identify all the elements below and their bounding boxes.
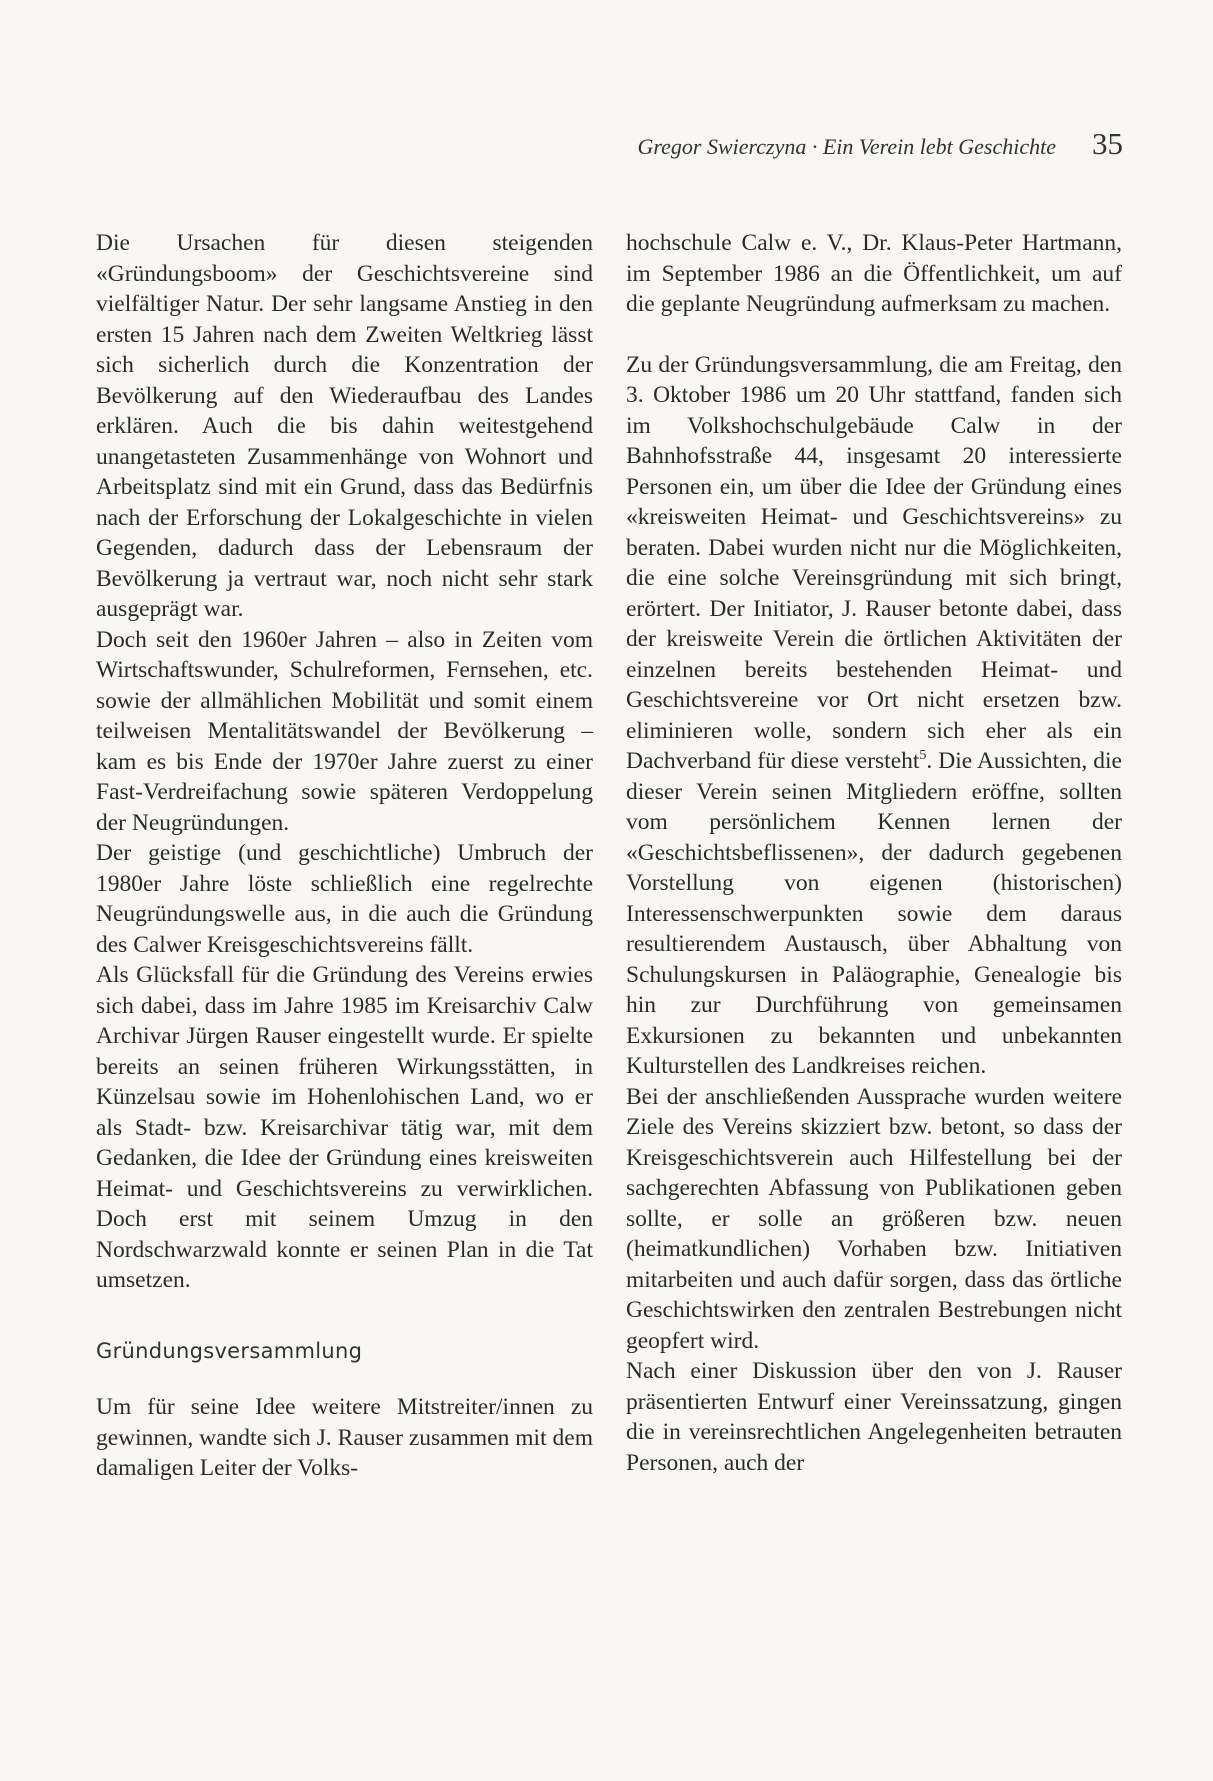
- paragraph: hochschule Calw e. V., Dr. Klaus-Peter Hartmann, im September 1986 an die Öffentlichkeit, um auf die geplante Neugründung aufmerksam zu machen.: [626, 230, 1122, 317]
- right-column: [626, 228, 1122, 1478]
- running-header: [637, 126, 1123, 162]
- paragraph: Die Ursachen für diesen steigenden «Gründungsboom» der Geschichtsvereine sind vielfältiger Natur. Der sehr langsame Anstieg in den ersten 15 Jahren nach dem Zweiten Weltkrieg lässt sich sicherlich durch die Konzentration der Bevölkerung auf den Wiederaufbau des Landes erklären. Auch die bis dahin weitestgehend unangetasteten Zusammenhänge von Wohnort und Arbeitsplatz sind mit ein Grund, dass das Bedürfnis nach der Erforschung der Lokalgeschichte in vielen Gegenden, dadurch dass der Lebensraum der Bevölkerung ja vertraut war, noch nicht sehr stark ausgeprägt war.: [96, 230, 593, 622]
- paragraph: Bei der anschließenden Aussprache wurden weitere Ziele des Vereins skizziert bzw. betont, so dass der Kreisgeschichtsverein auch Hilfestellung bei der sachgerechten Abfassung von Publikationen geben sollte, er solle an größeren bzw. neuen (heimatkundlichen) Vorhaben bzw. Initiativen mitarbeiten und auch dafür sorgen, dass das örtliche Geschichtswirken den zentralen Bestrebungen nicht geopfert wird.: [626, 1083, 1122, 1354]
- footnote-reference: 5: [919, 748, 927, 764]
- paragraph: Als Glücksfall für die Gründung des Vereins erwies sich dabei, dass im Jahre 1985 im Kreisarchiv Calw Archivar Jürgen Rauser eingestellt wurde. Er spielte bereits an seinen früheren Wirkungsstätten, in Künzelsau sowie im Hohenlohischen Land, wo er als Stadt- bzw. Kreisarchivar tätig war, mit dem Gedanken, die Idee der Gründung eines kreisweiten Heimat- und Geschichtsvereins zu verwirklichen. Doch erst mit seinem Umzug in den Nordschwarzwald konnte er seinen Plan in die Tat umsetzen.: [96, 962, 593, 1293]
- paragraph-text: . Die Aussichten, die dieser Verein seinen Mitgliedern eröffne, sollten vom persönlichem Kennen lernen der «Geschichtsbeflissenen», der dadurch gegebenen Vorstellung von eigenen (historischen) Interessenschwerpunkten sowie dem daraus resultierendem Austausch, über Abhaltung von Schulungskursen in Paläographie, Genealogie bis hin zur Durchführung von gemeinsamen Exkursionen zu bekannten und unbekannten Kulturstellen des Landkreises reichen.: [626, 748, 1122, 1079]
- page-number: 35: [1092, 126, 1123, 161]
- header-title: Gregor Swierczyna · Ein Verein lebt Geschichte: [637, 134, 1056, 159]
- paragraph: Um für seine Idee weitere Mitstreiter/innen zu gewinnen, wandte sich J. Rauser zusammen mit dem damaligen Leiter der Volks-: [96, 1394, 593, 1481]
- paragraph: Nach einer Diskussion über den von J. Rauser präsentierten Entwurf einer Vereinssatzung, gingen die in vereinsrechtlichen Angelegenheiten betrauten Personen, auch der: [626, 1358, 1122, 1476]
- paragraph: Der geistige (und geschichtliche) Umbruch der 1980er Jahre löste schließlich eine regelrechte Neugründungswelle aus, in die auch die Gründung des Calwer Kreisgeschichtsvereins fällt.: [96, 840, 593, 958]
- section-heading: Gründungsversammlung: [96, 1338, 363, 1363]
- paragraph-text: Zu der Gründungsversammlung, die am Freitag, den 3. Oktober 1986 um 20 Uhr stattfand, fanden sich im Volkshochschulgebäude Calw in der Bahnhofsstraße 44, insgesamt 20 interessierte Personen ein, um über die Idee der Gründung eines «kreisweiten Heimat- und Geschichtsvereins» zu beraten. Dabei wurden nicht nur die Möglichkeiten, die eine solche Vereinsgründung mit sich bringt, erörtert. Der Initiator, J. Rauser betonte dabei, dass der kreisweite Verein die örtlichen Aktivitäten der einzelnen bereits bestehenden Heimat- und Geschichtsvereine vor Ort nicht ersetzen bzw. eliminieren wolle, sondern sich eher als ein Dachverband für diese versteht: [626, 351, 1122, 774]
- paragraph: Doch seit den 1960er Jahren – also in Zeiten vom Wirtschaftswunder, Schulreformen, Fernsehen, etc. sowie der allmählichen Mobilität und somit einem teilweisen Mentalitätswandel der Bevölkerung – kam es bis Ende der 1970er Jahre zuerst zu einer Fast-Verdreifachung sowie späteren Verdoppelung der Neugründungen.: [96, 626, 593, 836]
- paragraph: [626, 350, 1122, 1082]
- left-column: [96, 228, 593, 1484]
